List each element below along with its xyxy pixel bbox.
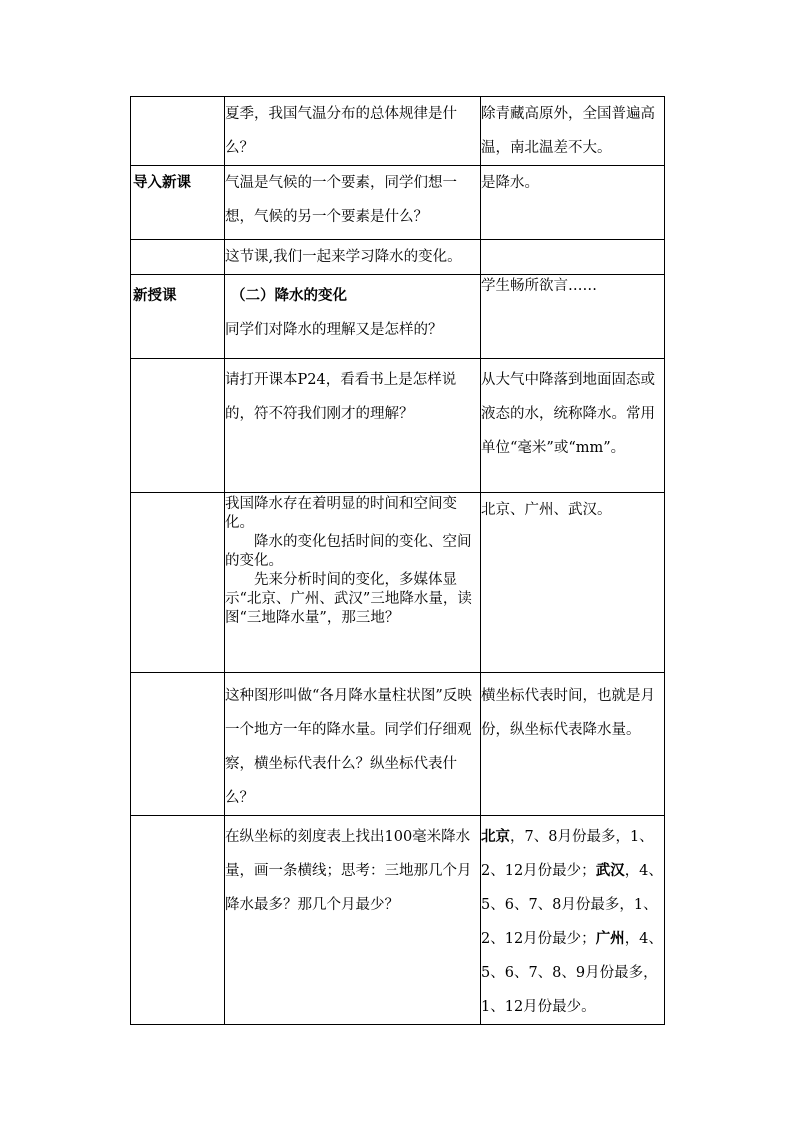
section-cell: [131, 673, 225, 816]
section-cell: 导入新课: [131, 166, 225, 240]
teacher-cell: 这种图形叫做“各月降水量柱状图”反映一个地方一年的降水量。同学们仔细观察，横坐标代表什么？纵坐标代表什么？: [225, 673, 481, 816]
student-cell: 从大气中降落到地面固态或液态的水，统称降水。常用单位“毫米”或“mm”。: [481, 359, 665, 493]
table-row: [131, 97, 665, 166]
table-row: [131, 673, 665, 816]
section-cell: 新授课: [131, 275, 225, 359]
teacher-cell: 这节课,我们一起来学习降水的变化。: [225, 240, 481, 275]
table-row: [131, 359, 665, 493]
teacher-cell: 在纵坐标的刻度表上找出100毫米降水量，画一条横线；思考：三地那几个月降水最多？那几个月最少？: [225, 816, 481, 1025]
section-cell: [131, 493, 225, 673]
teacher-cell: 请打开课本P24，看看书上是怎样说的，符不符我们刚才的理解？: [225, 359, 481, 493]
teacher-cell: [225, 493, 481, 673]
city-detail: ，4、5、6、7、8、9月份最多，1、12月份最少。: [481, 931, 663, 1015]
student-cell: [481, 816, 665, 1025]
section-cell: [131, 97, 225, 166]
city-name: 北京: [481, 828, 510, 845]
section-cell: [131, 816, 225, 1025]
city-detail: ，7、8月份最多，1、2、12月份最少；: [481, 829, 654, 879]
table-row: [131, 816, 665, 1025]
city-detail: ，4、5、6、7、8月份最多，1、2、12月份最少；: [481, 863, 663, 947]
teacher-cell: [225, 275, 481, 359]
teacher-line: 先来分析时间的变化，多媒体显示“北京、广州、武汉”三地降水量，读图“三地降水量”，那三地？: [225, 572, 472, 626]
teacher-cell: 气温是气候的一个要素，同学们想一想，气候的另一个要素是什么？: [225, 166, 481, 240]
table-row: [131, 166, 665, 240]
section-cell: [131, 359, 225, 493]
table-row: [131, 240, 665, 275]
student-cell: [481, 240, 665, 275]
student-cell: 是降水。: [481, 166, 665, 240]
city-name: 武汉: [595, 862, 625, 879]
table-row: [131, 493, 665, 673]
student-cell: 除青藏高原外，全国普遍高温，南北温差不大。: [481, 97, 665, 166]
teacher-text: 同学们对降水的理解又是怎样的？: [225, 322, 443, 338]
city-name: 广州: [595, 930, 625, 947]
lesson-plan-table: [130, 96, 665, 1025]
section-cell: [131, 240, 225, 275]
student-cell: 北京、广州、武汉。: [481, 493, 665, 673]
teacher-heading: （二）降水的变化: [231, 287, 347, 304]
teacher-line: 降水的变化包括时间的变化、空间的变化。: [225, 534, 472, 569]
table-row: [131, 275, 665, 359]
student-cell: 学生畅所欲言……: [481, 275, 665, 359]
teacher-cell: 夏季，我国气温分布的总体规律是什么？: [225, 97, 481, 166]
student-cell: 横坐标代表时间，也就是月份，纵坐标代表降水量。: [481, 673, 665, 816]
teacher-line: 我国降水存在着明显的时间和空间变化。: [225, 496, 457, 531]
